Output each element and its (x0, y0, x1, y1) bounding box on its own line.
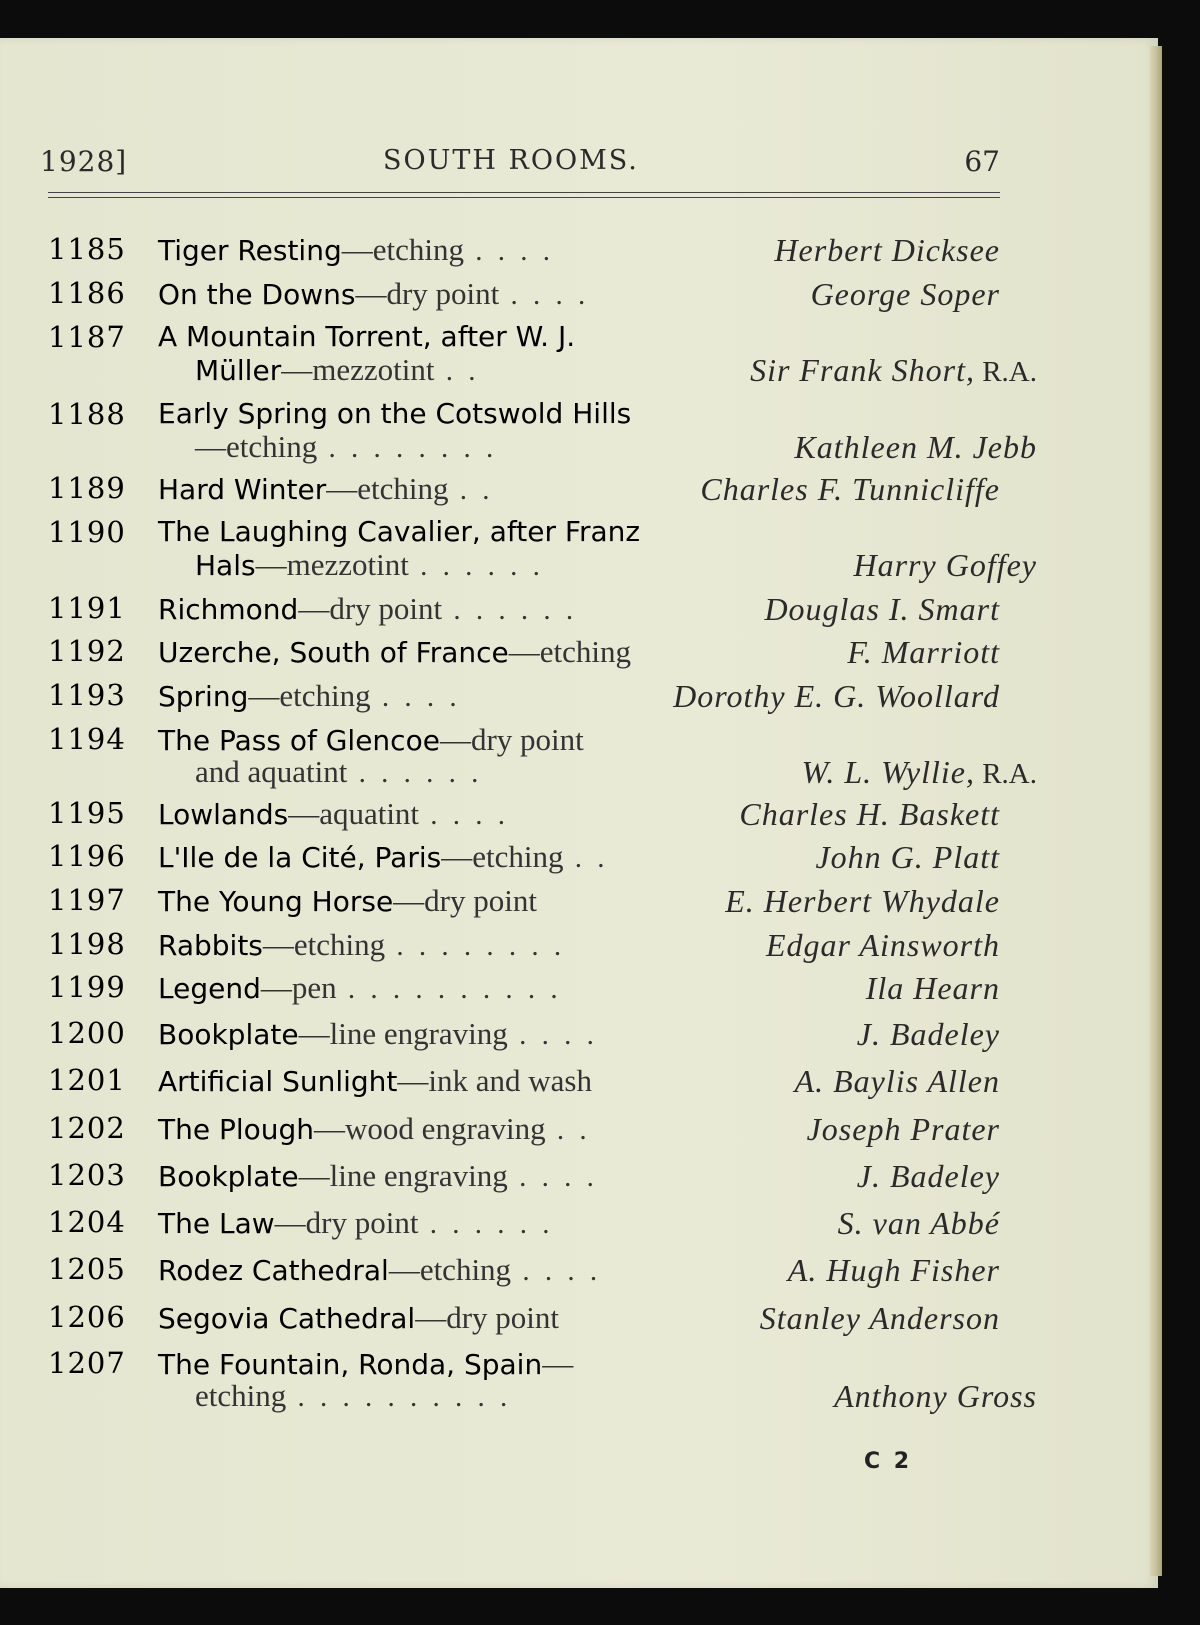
artist-name: Dorothy E. G. Woollard (673, 678, 1000, 714)
leader-dots: . . . . . . (418, 1208, 554, 1240)
entry-line (158, 397, 1000, 431)
work-medium: —pen (260, 970, 337, 1005)
entry-number: 1192 (48, 634, 126, 668)
leader-dots: . . . . (463, 235, 554, 267)
artist-name: A. Baylis Allen (794, 1063, 1000, 1099)
work-medium: —etching (388, 1252, 512, 1287)
entry-number: 1204 (48, 1205, 126, 1239)
work-medium: —dry point (439, 722, 584, 757)
leader-dots: . . . . . . . . . . (286, 1381, 512, 1413)
entry-line (158, 634, 1000, 668)
entry-line (158, 1158, 1000, 1192)
entry-number: 1207 (48, 1346, 126, 1380)
artist-name: S. van Abbé (837, 1205, 1000, 1241)
leader-dots: . . . . (507, 1019, 598, 1051)
entry-line (158, 1205, 1000, 1239)
work-medium: etching (195, 1378, 287, 1413)
artist-name: Stanley Anderson (759, 1300, 1000, 1336)
entry-number: 1202 (48, 1111, 126, 1145)
entry-line (158, 1063, 1000, 1097)
work-title: Segovia Cathedral (158, 1302, 416, 1335)
leader-dots: . . . . . . (408, 550, 544, 582)
entry-number: 1198 (48, 927, 126, 961)
header-rule-bottom (48, 197, 1000, 198)
artist-name: Kathleen M. Jebb (794, 429, 1037, 465)
work-medium: —wood engraving (314, 1111, 546, 1146)
artist-suffix: R.A. (974, 758, 1037, 790)
entry-number: 1195 (48, 796, 126, 830)
artist-name: Herbert Dicksee (774, 232, 1000, 268)
artist-name: Joseph Prater (806, 1111, 1000, 1147)
entry-number: 1203 (48, 1158, 126, 1192)
artist-name: Douglas I. Smart (764, 591, 1000, 627)
artist-name: Ila Hearn (865, 970, 1000, 1006)
entry-line (158, 1111, 1000, 1145)
entry-line (158, 839, 1000, 873)
entry-line (158, 276, 1000, 310)
work-title: Artificial Sunlight (158, 1065, 398, 1098)
work-title: The Laughing Cavalier, after Franz (158, 515, 641, 548)
entry-number: 1196 (48, 839, 126, 873)
page-number: 67 (964, 145, 1000, 178)
work-title: Spring (158, 680, 249, 713)
entry-line (195, 429, 1037, 463)
leader-dots: . . . . . . (442, 594, 578, 626)
work-title: The Plough (158, 1113, 315, 1146)
artist-suffix: R.A. (974, 356, 1037, 388)
artist-name: Charles H. Baskett (739, 796, 1000, 832)
entry-line (195, 754, 1037, 788)
entry-number: 1186 (48, 276, 126, 310)
entry-number: 1187 (48, 320, 126, 354)
leader-dots: . . (448, 474, 494, 506)
entry-line (195, 352, 1037, 386)
entry-number: 1201 (48, 1063, 126, 1097)
work-medium: —aquatint (288, 796, 420, 831)
work-title: Rabbits (158, 929, 263, 962)
entry-number: 1191 (48, 591, 126, 625)
work-title: Early Spring on the Cotswold Hills (158, 397, 632, 430)
artist-name: J. Badeley (856, 1016, 1000, 1052)
entry-line (158, 678, 1000, 712)
entry-line (158, 722, 1000, 756)
work-medium: —line engraving (298, 1016, 508, 1051)
work-medium: —etching (341, 232, 464, 267)
work-medium: —dry point (415, 1300, 560, 1335)
work-title: The Young Horse (158, 885, 394, 918)
work-title: Müller (195, 354, 282, 387)
entry-line (158, 1346, 1000, 1380)
work-title: Legend (158, 972, 261, 1005)
entry-line (158, 471, 1000, 505)
entry-line (158, 1016, 1000, 1050)
entry-number: 1188 (48, 397, 126, 431)
work-medium: —etching (195, 429, 318, 464)
work-title: Hals (195, 549, 256, 582)
entry-number: 1199 (48, 970, 126, 1004)
work-title: Bookplate (158, 1018, 299, 1051)
entry-number: 1194 (48, 722, 126, 756)
header-title: SOUTH ROOMS. (383, 145, 639, 176)
leader-dots: . . . . (499, 279, 590, 311)
artist-name: E. Herbert Whydale (725, 883, 1000, 919)
work-medium: —dry point (298, 591, 443, 626)
entry-line (158, 1300, 1000, 1334)
work-medium: —etching (262, 927, 386, 962)
entry-line (158, 515, 1000, 549)
artist-name: Charles F. Tunnicliffe (700, 471, 1000, 507)
entry-line (158, 320, 1000, 354)
work-medium: and aquatint (195, 754, 348, 789)
artist-name: F. Marriott (847, 634, 1000, 670)
artist-name: Anthony Gross (834, 1378, 1037, 1414)
leader-dots: . . . . (419, 799, 510, 831)
artist-name: Edgar Ainsworth (766, 927, 1000, 963)
work-title: L'Ile de la Cité, Paris (158, 841, 442, 874)
entry-number: 1205 (48, 1252, 126, 1286)
work-title: Uzerche, South of France (158, 636, 509, 669)
entry-line (195, 1378, 1037, 1412)
work-title: Hard Winter (158, 473, 327, 506)
work-medium: —dry point (274, 1205, 419, 1240)
work-medium: —mezzotint (281, 352, 435, 387)
entry-number: 1206 (48, 1300, 126, 1334)
leader-dots: . . . . . . (347, 757, 483, 789)
work-title: Rodez Cathedral (158, 1254, 389, 1287)
work-title: The Pass of Glencoe (158, 724, 440, 757)
leader-dots: . . . . . . . . . . (336, 973, 562, 1005)
artist-name: W. L. Wyllie, R.A. (801, 754, 1037, 790)
entry-number: 1189 (48, 471, 126, 505)
work-title: The Law (158, 1207, 275, 1240)
leader-dots: . . (434, 355, 480, 387)
leader-dots: . . (563, 842, 609, 874)
work-medium: —etching (248, 678, 371, 713)
work-title: Tiger Resting (158, 234, 342, 267)
leader-dots: . . . . . . . . (385, 930, 566, 962)
work-medium: — (542, 1346, 574, 1381)
work-medium: —etching (441, 839, 564, 874)
artist-name: Sir Frank Short, R.A. (750, 352, 1037, 388)
artist-name: George Soper (810, 276, 1000, 312)
leader-dots: . . . . (507, 1161, 598, 1193)
artist-name: Harry Goffey (853, 547, 1037, 583)
entry-line (158, 796, 1000, 830)
work-medium: —line engraving (298, 1158, 508, 1193)
work-medium: —etching (326, 471, 449, 506)
entry-number: 1197 (48, 883, 126, 917)
leader-dots: . . (545, 1114, 591, 1146)
artist-name: John G. Platt (815, 839, 1000, 875)
artist-name: A. Hugh Fisher (787, 1252, 1000, 1288)
entry-line (158, 970, 1000, 1004)
header-year: 1928] (40, 145, 128, 178)
entry-number: 1193 (48, 678, 126, 712)
work-title: A Mountain Torrent, after W. J. (158, 320, 576, 353)
work-title: On the Downs (158, 278, 356, 311)
work-medium: —dry point (393, 883, 537, 918)
artist-name: J. Badeley (856, 1158, 1000, 1194)
entry-number: 1190 (48, 515, 126, 549)
work-title: Bookplate (158, 1160, 299, 1193)
work-title: Richmond (158, 593, 299, 626)
entry-line (158, 232, 1000, 266)
entry-line (195, 547, 1037, 581)
entry-line (158, 883, 1000, 917)
header-rule-top (48, 192, 1000, 193)
leader-dots: . . . . (511, 1255, 602, 1287)
signature-mark: C 2 (864, 1449, 913, 1474)
work-medium: —etching (508, 634, 632, 669)
entry-line (158, 1252, 1000, 1286)
entry-number: 1185 (48, 232, 126, 266)
page-edge (1150, 46, 1162, 1576)
work-medium: —ink and wash (397, 1063, 592, 1098)
work-title: The Fountain, Ronda, Spain (158, 1348, 543, 1381)
leader-dots: . . . . . . . . (317, 432, 498, 464)
entry-line (158, 591, 1000, 625)
work-medium: —dry point (355, 276, 500, 311)
running-header (40, 145, 1002, 185)
work-title: Lowlands (158, 798, 289, 831)
entry-line (158, 927, 1000, 961)
work-medium: —mezzotint (255, 547, 409, 582)
leader-dots: . . . . (370, 681, 461, 713)
entry-number: 1200 (48, 1016, 126, 1050)
